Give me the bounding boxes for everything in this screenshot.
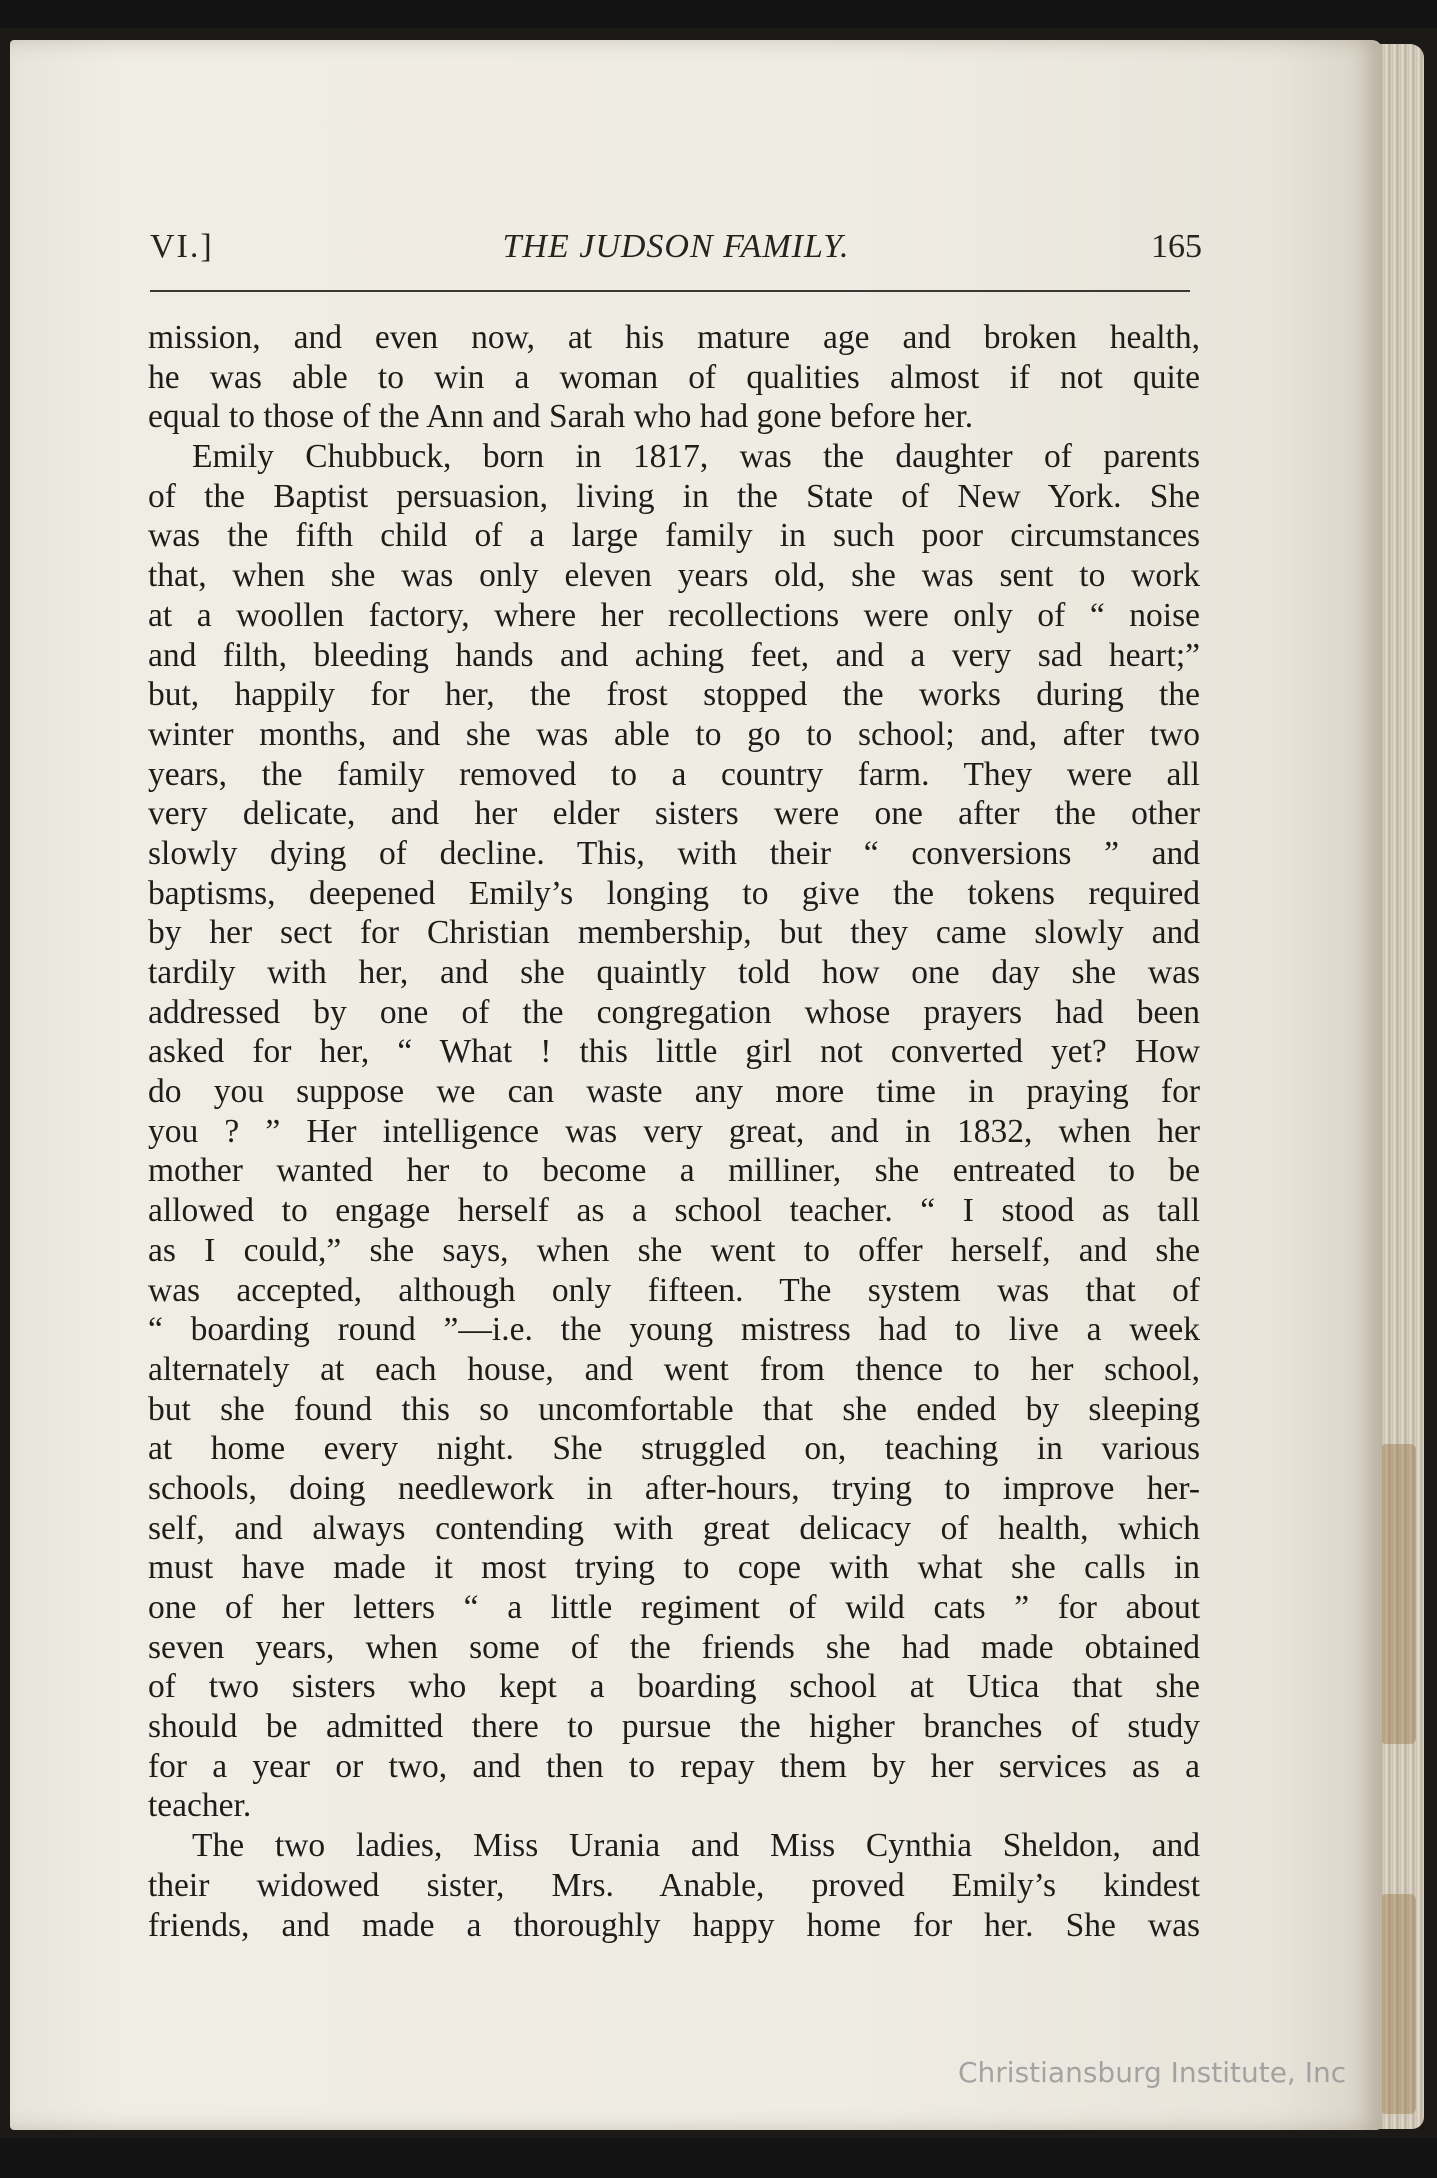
text-line: “ boarding round ”—i.e. the young mistress had to live a week	[148, 1311, 1200, 1349]
text-line: teacher.	[148, 1787, 252, 1825]
text-line: for a year or two, and then to repay them by her services as a	[148, 1747, 1200, 1785]
watermark: Christiansburg Institute, Inc	[958, 2056, 1347, 2089]
running-head	[150, 228, 1202, 276]
text-line: schools, doing needlework in after-hours, trying to improve her-	[148, 1469, 1200, 1507]
text-line: friends, and made a thoroughly happy home for her. She was	[148, 1906, 1200, 1944]
text-line: years, the family removed to a country farm. They were all	[148, 755, 1200, 793]
text-line: asked for her, “ What ! this little girl not converted yet? How	[148, 1033, 1200, 1071]
text-line: addressed by one of the congregation whose prayers had been	[148, 993, 1200, 1031]
text-line: Emily Chubbuck, born in 1817, was the daughter of parents	[192, 438, 1200, 476]
text-line: winter months, and she was able to go to school; and, after two	[148, 715, 1200, 753]
text-line: The two ladies, Miss Urania and Miss Cynthia Sheldon, and	[192, 1827, 1200, 1865]
text-line: was accepted, although only fifteen. The system was that of	[148, 1271, 1200, 1309]
text-line: you ? ” Her intelligence was very great, and in 1832, when her	[148, 1112, 1200, 1150]
text-line: self, and always contending with great delicacy of health, which	[148, 1509, 1200, 1547]
text-line: very delicate, and her elder sisters were one after the other	[148, 795, 1200, 833]
text-line: allowed to engage herself as a school teacher. “ I stood as tall	[148, 1192, 1200, 1230]
page-number: 165	[1151, 228, 1202, 265]
text-line: at a woollen factory, where her recollections were only of “ noise	[148, 596, 1200, 634]
text-line: tardily with her, and she quaintly told how one day she was	[148, 954, 1200, 991]
running-title: THE JUDSON FAMILY.	[502, 228, 850, 265]
text-line: of the Baptist persuasion, living in the State of New York. She	[148, 477, 1200, 515]
text-line: slowly dying of decline. This, with their “ conversions ” and	[148, 834, 1200, 872]
text-line: and filth, bleeding hands and aching feet, and a very sad heart;”	[148, 636, 1200, 674]
text-line: their widowed sister, Mrs. Anable, proved Emily’s kindest	[148, 1866, 1200, 1904]
text-line: he was able to win a woman of qualities almost if not quite	[148, 358, 1200, 396]
text-line: must have made it most trying to cope with what she calls in	[148, 1549, 1200, 1587]
text-line: but, happily for her, the frost stopped the works during the	[148, 676, 1200, 714]
text-line: at home every night. She struggled on, teaching in various	[148, 1430, 1200, 1468]
text-line: as I could,” she says, when she went to offer herself, and she	[148, 1231, 1200, 1269]
chapter-marker: VI.]	[150, 228, 214, 265]
text-line: mission, and even now, at his mature age and broken health,	[148, 319, 1200, 356]
header-rule	[150, 290, 1190, 292]
text-line: should be admitted there to pursue the higher branches of study	[148, 1708, 1200, 1746]
text-line: of two sisters who kept a boarding school at Utica that she	[148, 1668, 1200, 1706]
text-line: alternately at each house, and went from thence to her school,	[148, 1350, 1200, 1388]
text-line: but she found this so uncomfortable that she ended by sleeping	[148, 1390, 1200, 1428]
text-line: one of her letters “ a little regiment of wild cats ” for about	[148, 1589, 1200, 1626]
body-text	[148, 318, 1200, 1945]
text-line: mother wanted her to become a milliner, she entreated to be	[148, 1152, 1200, 1190]
page-edges	[1376, 44, 1424, 2129]
text-line: that, when she was only eleven years old, she was sent to work	[148, 557, 1200, 595]
text-line: equal to those of the Ann and Sarah who had gone before her.	[148, 398, 974, 436]
text-line: by her sect for Christian membership, but they came slowly and	[148, 914, 1200, 952]
text-line: seven years, when some of the friends she had made obtained	[148, 1628, 1200, 1666]
text-line: do you suppose we can waste any more time in praying for	[148, 1073, 1200, 1111]
text-line: baptisms, deepened Emily’s longing to give the tokens required	[148, 874, 1200, 912]
text-line: was the fifth child of a large family in such poor circumstances	[148, 517, 1200, 555]
